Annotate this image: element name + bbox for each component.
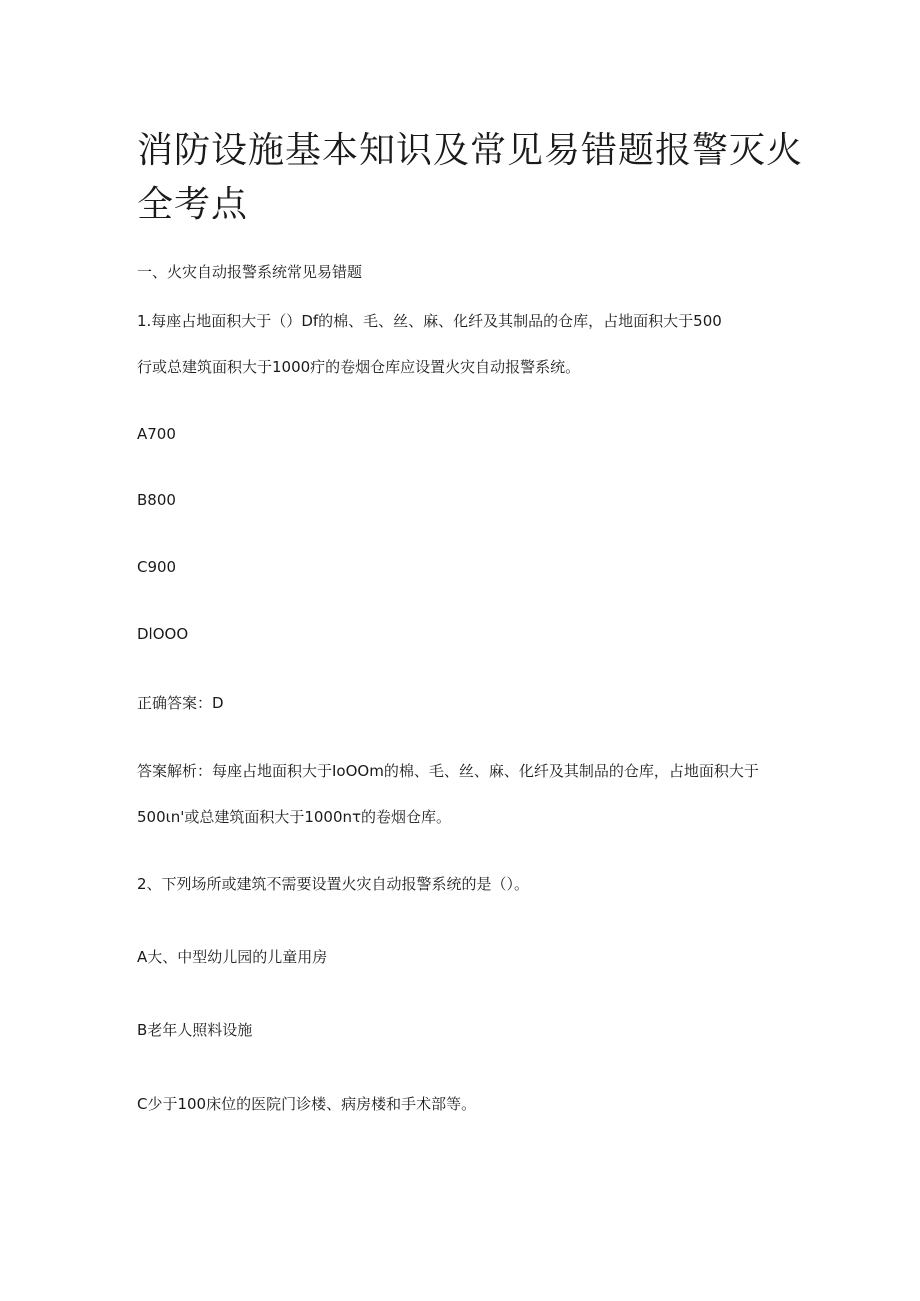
question-1-option-a: A700 xyxy=(137,425,176,443)
document-title xyxy=(137,124,804,232)
question-2-option-a: A大、中型幼儿园的儿童用房 xyxy=(137,948,328,966)
title-line-1: 消防设施基本知识及常见易错题报警灭火 xyxy=(137,130,804,171)
question-2-text: 2、下列场所或建筑不需要设置火灾自动报警系统的是（）。 xyxy=(137,875,530,893)
section-heading: 一、火灾自动报警系统常见易错题 xyxy=(137,263,363,281)
question-1-analysis-line-1: 答案解析：每座占地面积大于IoOOm的棉、毛、丝、麻、化纤及其制品的仓库，占地面积大于 xyxy=(137,762,759,780)
question-1-option-c: C900 xyxy=(137,558,177,576)
question-1-text-line-1: 1.每座占地面积大于（）Df的棉、毛、丝、麻、化纤及其制品的仓库，占地面积大于500 xyxy=(137,312,722,330)
question-1-option-b: B800 xyxy=(137,491,176,509)
title-line-2: 全考点 xyxy=(137,184,249,225)
question-1-answer: 正确答案：D xyxy=(137,694,224,712)
question-2-option-c: C少于100床位的医院门诊楼、病房楼和手术部等。 xyxy=(137,1095,477,1113)
question-1-option-d: DlOOO xyxy=(137,625,189,643)
question-2-option-b: B老年人照料设施 xyxy=(137,1021,253,1039)
question-1-analysis-line-2: 500ιn'或总建筑面积大于1000nτ的卷烟仓库。 xyxy=(137,808,452,826)
question-1-text-line-2: 行或总建筑面积大于1000疔的卷烟仓库应设置火灾自动报警系统。 xyxy=(137,358,581,376)
